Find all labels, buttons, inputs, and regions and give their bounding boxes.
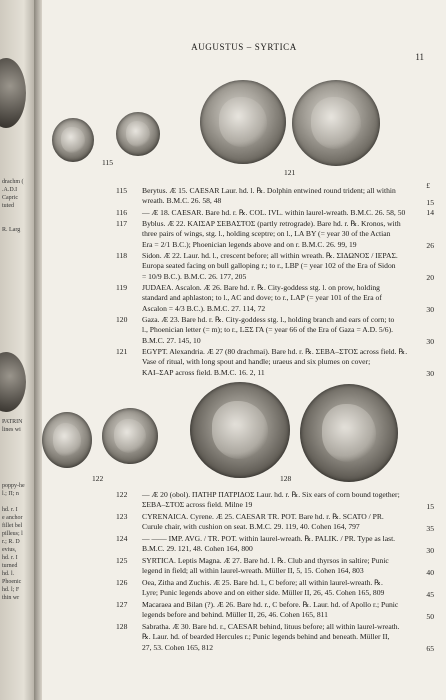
entry-line: Sabratha. Æ 30. Bare hd. r., CAESAR behind, lituus before; all within laurel-wreath. — [142, 622, 400, 631]
entry-line: B.M.C. 29. 121, 48. Cohen 164, 800 — [142, 544, 253, 554]
entry-line: 27, 53. Cohen 165, 812 — [142, 642, 214, 652]
entry-price: 15 — [426, 502, 434, 511]
entry-number: 127 — [116, 600, 128, 609]
entry-number: 123 — [116, 512, 128, 521]
entry-number: 115 — [116, 186, 128, 195]
entry-number: 117 — [116, 219, 128, 228]
entry-line: ΚΑΙ–ΣΑΡ across field. B.M.C. 16. 2, 11 — [142, 367, 265, 377]
entry-price: 20 — [426, 273, 434, 282]
entry-number: 119 — [116, 283, 128, 292]
coin-image-122-reverse — [102, 408, 158, 464]
entry-price: 14 — [426, 208, 434, 217]
page-running-header: AUGUSTUS – SYRTICA — [191, 42, 297, 52]
entry-line: Macaraea and Bilan (?). Æ 26. Bare hd. r., C before. ℞. Laur. hd. of Apollo r.; Punic — [142, 600, 399, 609]
entry-number: 122 — [116, 490, 128, 499]
entry-line: — Æ 20 (obol). ΠΑΤΗΡ ΠΑΤΡΙΔΟΣ Laur. hd. r. ℞. Six ears of corn bound together; — [142, 490, 400, 499]
entry-price: 30 — [426, 369, 434, 378]
entry-line: SYRTICA. Leptis Magna. Æ 27. Bare hd. l. ℞. Club and thyrsos in saltire; Punic — [142, 556, 389, 565]
facing-page-coin-image — [0, 352, 26, 412]
coin-image-121-reverse — [292, 80, 380, 166]
plate-label-128: 128 — [280, 474, 292, 483]
entry-number: 128 — [116, 622, 128, 631]
entry-line: Era = 2/1 B.C.); Phoenician legends above and on r. B.M.C. 26. 99, 19 — [142, 239, 357, 249]
entry-number: 118 — [116, 251, 128, 260]
entry-price: 45 — [426, 590, 434, 599]
coin-image-121-obverse — [200, 80, 286, 164]
entry-line: B.M.C. 27. 145, 10 — [142, 335, 201, 345]
coin-image-122-obverse — [42, 412, 92, 468]
entry-line: Vase of ritual, with long spout and handle; uraeus and six plumes on cover; — [142, 357, 371, 367]
entry-number: 121 — [116, 347, 128, 356]
plate-label-115: 115 — [102, 158, 113, 167]
entry-line: Curule chair, with cushion on seat. B.M.C. 29. 119, 40. Cohen 164, 797 — [142, 522, 360, 532]
entry-line: standard and aphlaston; to l., AC and dove; to r., LΑΡ (= year 101 of the Era of — [142, 293, 382, 303]
plate-label-121: 121 — [284, 168, 296, 177]
entry-line: Lyre; Punic legends above and on either side. Müller II, 26, 45. Cohen 165, 809 — [142, 588, 385, 598]
plate-label-122: 122 — [92, 474, 104, 483]
entry-line: — Æ 18. CAESAR. Bare hd. r. ℞. COL. IVL. within laurel-wreath. B.M.C. 26. 58, 50 — [142, 208, 406, 217]
entry-number: 116 — [116, 208, 128, 217]
entry-price: 30 — [426, 546, 434, 555]
coin-image-128-obverse — [190, 382, 290, 478]
entry-price: 30 — [426, 337, 434, 346]
coin-image-115-obverse — [52, 118, 94, 162]
entry-number: 124 — [116, 534, 128, 543]
coin-image-115-reverse — [116, 112, 160, 156]
facing-page-text-fragment: drachm ( .A.D.I Capric tuted R. Larg — [2, 179, 24, 233]
entry-line: EGYPT. Alexandria. Æ 27 (80 drachmai). Bare hd. r. ℞. ΣΕΒΑ–ΣΤΟΣ across field. ℞. — [142, 347, 408, 356]
facing-page-edge — [0, 0, 34, 700]
book-page — [42, 0, 446, 700]
price-column-currency: £ — [426, 181, 430, 190]
entry-line: wreath. B.M.C. 26. 58, 48 — [142, 196, 222, 206]
entry-line: ΣΕΒΑ–ΣΤΟΣ across field. Milne 19 — [142, 500, 253, 510]
entry-number: 126 — [116, 578, 128, 587]
entry-line: Ascalon = 4/3 B.C.). B.M.C. 27. 114, 72 — [142, 303, 266, 313]
entry-line: Berytus. Æ 15. CAESAR Laur. hd. l. ℞. Dolphin entwined round trident; all within — [142, 186, 396, 195]
entry-number: 125 — [116, 556, 128, 565]
entry-line: Gaza. Æ 23. Bare hd. r. ℞. City-goddess stg. l., holding branch and ears of corn; to — [142, 315, 395, 324]
entry-line: Sidon. Æ 22. Laur. hd. l., crescent before; all within wreath. ℞. ΣΙΔΩΝΟΣ / ΙΕΡΑΣ. — [142, 251, 398, 260]
facing-page-text-fragment: poppy-he l.; Π; n hd. r. I e anchor fillet bel pilleus; l r.; R. D evius, hd. r. I turned hd. l. Phoenic hd. l; F thin wr — [2, 483, 25, 601]
entry-price: 50 — [426, 612, 434, 621]
entry-line: = 10/9 B.C.). B.M.C. 26. 177, 205 — [142, 271, 247, 281]
entry-line: legend in field; all within laurel-wreath. Müller II, 5, 15. Cohen 164, 803 — [142, 566, 364, 576]
facing-page-coin-image — [0, 58, 26, 128]
entry-line: legends before and behind. Müller II, 26, 46. Cohen 165, 811 — [142, 610, 328, 620]
entry-price: 30 — [426, 305, 434, 314]
entry-line: JUDAEA. Ascalon. Æ 26. Bare hd. r. ℞. City-goddess stg. l. on prow, holding — [142, 283, 380, 292]
entry-line: Byblus. Æ 22. ΚΑΙΣΑΡ ΣΕΒΑΣΤΟΣ (partly retrograde). Bare hd. r. ℞. Kronos, with — [142, 219, 401, 228]
facing-page-text-fragment: PATRIN lines wi — [2, 419, 23, 433]
page-number: 11 — [415, 52, 424, 62]
entry-number: 120 — [116, 315, 128, 324]
entry-line: CYRENAICA. Cyrene. Æ 25. CAESAR TR. POT. Bare hd. r. ℞. SCATO / PR. — [142, 512, 384, 521]
entry-price: 40 — [426, 568, 434, 577]
entry-price: 26 — [426, 241, 434, 250]
entry-line: — —— IMP. AVG. / TR. POT. within laurel-wreath. ℞. PALIK. / PR. Type as last. — [142, 534, 396, 543]
coin-image-128-reverse — [300, 384, 398, 482]
book-gutter — [34, 0, 42, 700]
entry-line: ℞. Laur. hd. of bearded Hercules r.; Punic legends behind and beneath. Müller II, — [142, 632, 390, 642]
entry-line: l., Phoenician letter (= m); to r., LΞΣ ΓΑ (= year 66 of the Era of Gaza = A.D. 5/6). — [142, 325, 393, 335]
entry-price: 35 — [426, 524, 434, 533]
entry-line: Oea, Zitha and Zuchis. Æ 25. Bare hd. l., C before; all within laurel-wreath. ℞. — [142, 578, 383, 587]
entry-line: Europa seated facing on bull galloping r.; to r., LΒΡ (= year 102 of the Era of Sidon — [142, 261, 396, 271]
entry-price: 65 — [426, 644, 434, 653]
entry-price: 15 — [426, 198, 434, 207]
entry-line: three pairs of wings, stg. l., holding sceptre; on l., LΑ ΒΥ (= year 30 of the Actian — [142, 229, 391, 239]
